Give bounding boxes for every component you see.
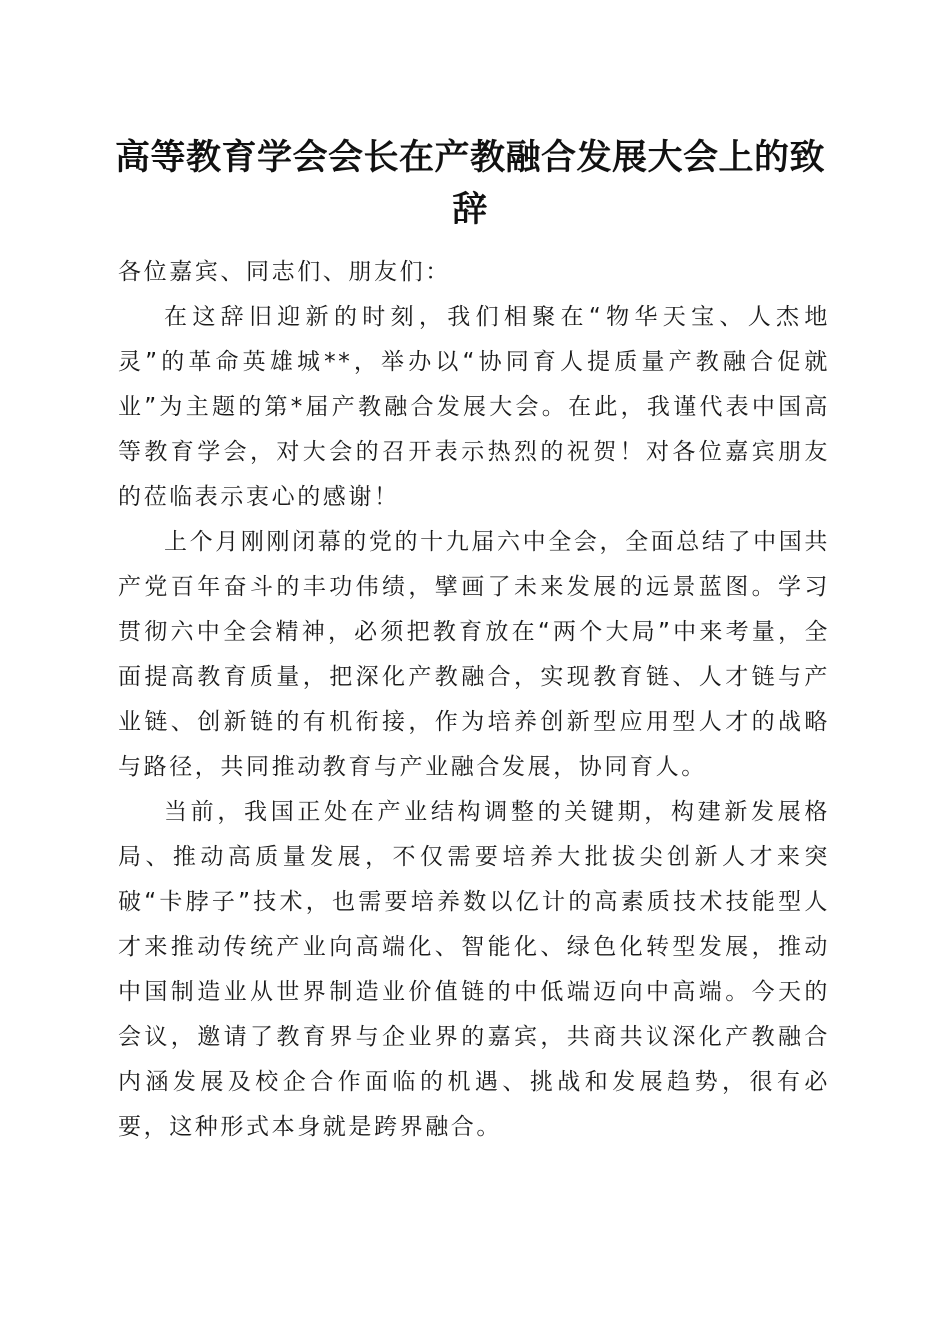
paragraph: 上个月刚刚闭幕的党的十九届六中全会，全面总结了中国共产党百年奋斗的丰功伟绩，擘画了未来发展的远景蓝图。学习贯彻六中全会精神，必须把教育放在“两个大局”中来考量，全面提高教育质量，把深化产教融合，实现教育链、人才链与产业链、创新链的有机衔接，作为培养创新型应用型人才的战略与路径，共同推动教育与产业融合发展，协同育人。 <box>118 529 830 780</box>
paragraph: 当前，我国正处在产业结构调整的关键期，构建新发展格局、推动高质量发展，不仅需要培养大批拔尖创新人才来突破“卡脖子”技术，也需要培养数以亿计的高素质技术技能型人才来推动传统产业向高端化、智能化、绿色化转型发展，推动中国制造业从世界制造业价值链的中低端迈向中高端。今天的会议，邀请了教育界与企业界的嘉宾，共商共议深化产教融合内涵发展及校企合作面临的机遇、挑战和发展趋势，很有必要，这种形式本身就是跨界融合。 <box>118 799 830 1140</box>
salutation: 各位嘉宾、同志们、朋友们： <box>118 259 451 285</box>
paragraph: 在这辞旧迎新的时刻，我们相聚在“物华天宝、人杰地灵”的革命英雄城**，举办以“协同育人提质量产教融合促就业”为主题的第*届产教融合发展大会。在此，我谨代表中国高等教育学会，对大会的召开表示热烈的祝贺！对各位嘉宾朋友的莅临表示衷心的感谢！ <box>118 304 830 510</box>
document-body <box>118 250 830 1150</box>
document-title: 高等教育学会会长在产教融合发展大会上的致辞 <box>114 137 825 230</box>
